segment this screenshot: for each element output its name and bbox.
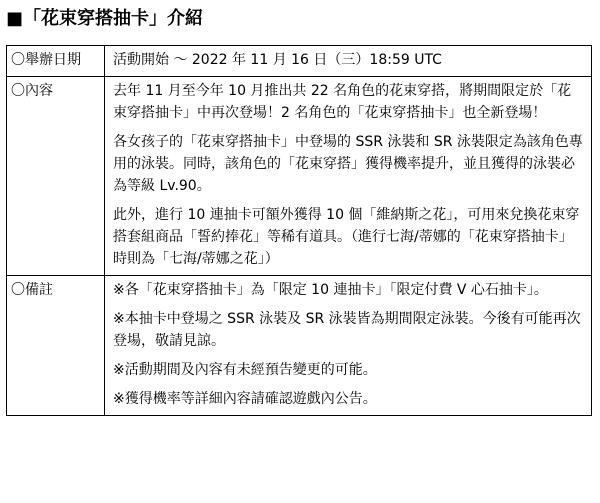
schedule-label: 〇舉辦日期 <box>7 46 105 77</box>
table-row-schedule <box>7 46 592 77</box>
notes-paragraph: ※本抽卡中登場之 SSR 泳裝及 SR 泳裝皆為期間限定泳裝。今後有可能再次登場，敬請見諒。 <box>113 311 581 349</box>
schedule-value: 活動開始 ～ 2022 年 11 月 16 日（三）18:59 UTC <box>105 46 592 77</box>
table-row-content <box>7 77 592 276</box>
content-cell <box>105 77 592 276</box>
notes-paragraph: ※獲得機率等詳細內容請確認遊戲內公告。 <box>113 391 377 407</box>
event-info-table <box>6 45 592 416</box>
page-title: ■「花束穿搭抽卡」介紹 <box>6 8 204 29</box>
table-row-notes <box>7 276 592 416</box>
notes-label: 〇備註 <box>7 276 105 416</box>
content-label: 〇內容 <box>7 77 105 276</box>
notes-paragraph: ※活動期間及內容有未經預告變更的可能。 <box>113 362 377 378</box>
notes-cell <box>105 276 592 416</box>
content-paragraph: 此外，進行 10 連抽卡可額外獲得 10 個「維納斯之花」，可用來兌換花束穿搭套組商品「誓約捧花」等稀有道具。（進行七海/蒂娜的「花束穿搭抽卡」時則為「七海/蒂娜之花」） <box>113 207 580 267</box>
notes-paragraph: ※各「花束穿搭抽卡」為「限定 10 連抽卡」「限定付費 V 心石抽卡」。 <box>113 282 548 298</box>
content-paragraph: 去年 11 月至今年 10 月推出共 22 名角色的花束穿搭，將期間限定於「花束穿搭抽卡」中再次登場！2 名角色的「花束穿搭抽卡」也全新登場！ <box>113 83 572 121</box>
content-paragraph: 各女孩子的「花束穿搭抽卡」中登場的 SSR 泳裝和 SR 泳裝限定為該角色專用的泳裝。同時，該角色的「花束穿搭」獲得機率提升，並且獲得的泳裝必為等級 Lv.90。 <box>113 134 583 194</box>
